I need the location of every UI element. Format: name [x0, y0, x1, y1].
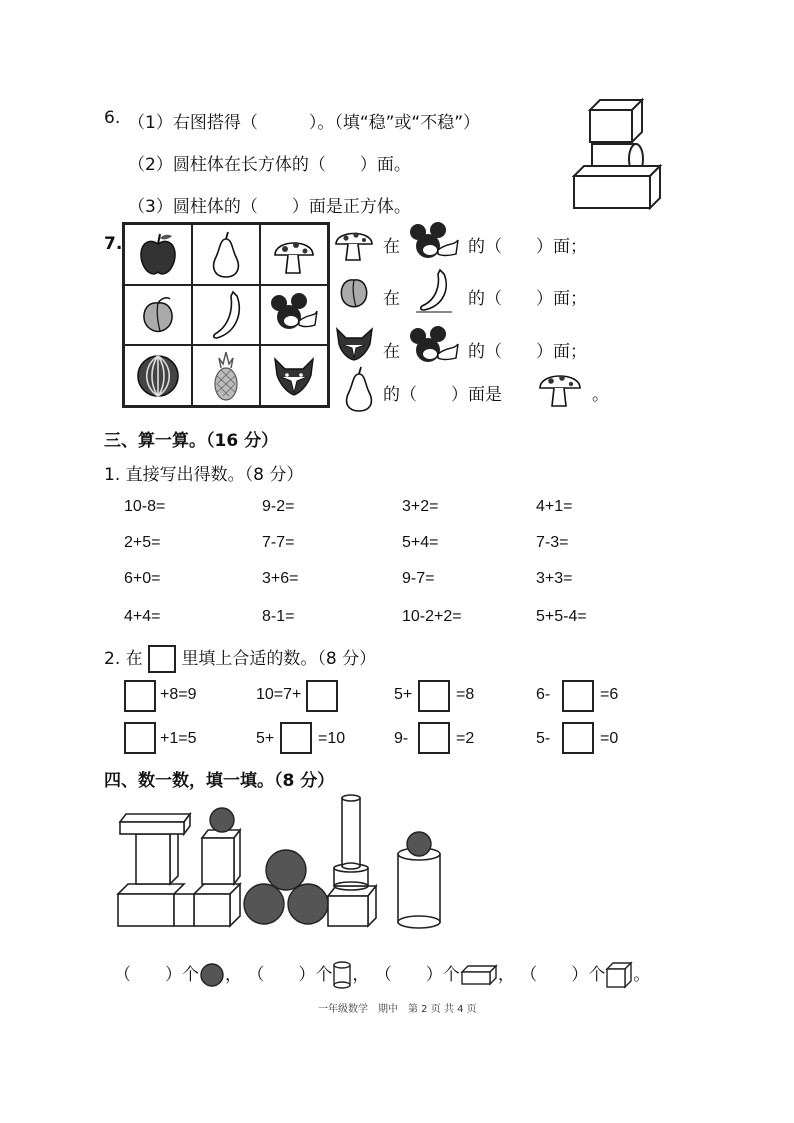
fill-expr: 5- — [536, 730, 551, 747]
fill-expr: =8 — [456, 686, 475, 703]
fill-expr: =10 — [318, 730, 346, 747]
mushroom-icon — [334, 224, 374, 264]
solids-figure — [114, 792, 454, 932]
calc-item: 3+3= — [536, 570, 573, 587]
banana-icon — [414, 268, 454, 314]
answer-box[interactable] — [418, 722, 450, 754]
sphere-icon — [199, 963, 225, 987]
count-blank-cube[interactable]: （ ）个 — [520, 965, 606, 985]
grid-cell-pineapple — [192, 345, 260, 406]
q7-row2-zai: 在 — [383, 289, 400, 309]
fill-expr: =0 — [600, 730, 619, 747]
fill-expr: 5+ — [394, 686, 413, 703]
cylinder-icon — [332, 961, 352, 989]
grid-cell-watermelon — [124, 345, 192, 406]
calc-item: 3+2= — [402, 498, 439, 515]
peach-icon — [336, 274, 372, 310]
mickey-icon — [269, 293, 319, 337]
fill-expr: 10=7+ — [256, 686, 302, 703]
fill-expr: +8=9 — [160, 686, 197, 703]
calc-item: 4+1= — [536, 498, 573, 515]
count-blank-cylinder[interactable]: （ ）个 — [247, 965, 333, 985]
calc-item: 5+5-4= — [536, 608, 587, 625]
answer-box[interactable] — [306, 680, 338, 712]
count-end: 。 — [633, 965, 651, 985]
apple-icon — [138, 232, 178, 276]
grid-cell-apple — [124, 224, 192, 285]
calc-item: 9-2= — [262, 498, 295, 515]
pineapple-icon — [211, 350, 241, 402]
section4-heading: 四、数一数，填一填。（8 分） — [104, 771, 335, 791]
answer-box[interactable] — [124, 680, 156, 712]
count-separator: ， — [352, 965, 370, 985]
pear-icon — [342, 366, 376, 412]
mickey-icon — [408, 222, 460, 264]
count-separator: ， — [225, 965, 242, 985]
banana-icon — [209, 290, 243, 340]
grid-cell-fox — [260, 345, 328, 406]
q6-line3: （3）圆柱体的（ ）面是正方体。 — [128, 197, 411, 217]
grid-cell-mickey — [260, 285, 328, 346]
calc-item: 7-3= — [536, 534, 569, 551]
q6-number: 6. — [104, 108, 121, 128]
q7-row2-de: 的（ ）面； — [468, 289, 587, 309]
page-footer: 一年级数学 期中 第 2 页 共 4 页 — [318, 1004, 477, 1015]
q7-row1-zai: 在 — [383, 237, 400, 257]
cube-icon — [605, 961, 633, 989]
count-blank-sphere[interactable]: （ ）个 — [114, 965, 199, 985]
fill-expr: +1=5 — [160, 730, 197, 747]
watermelon-icon — [135, 353, 181, 399]
answer-box[interactable] — [124, 722, 156, 754]
grid-cell-peach — [124, 285, 192, 346]
fill-expr: =2 — [456, 730, 475, 747]
answer-box-sample — [148, 645, 176, 673]
calc-item: 9-7= — [402, 570, 435, 587]
section3-part1-title: 1. 直接写出得数。（8 分） — [104, 465, 304, 485]
answer-box[interactable] — [562, 680, 594, 712]
q7-row1-de: 的（ ）面； — [468, 237, 587, 257]
answer-box[interactable] — [280, 722, 312, 754]
calc-item: 8-1= — [262, 608, 295, 625]
count-answer-row — [114, 960, 650, 989]
calc-item: 2+5= — [124, 534, 161, 551]
part2-title-post: 里填上合适的数。（8 分） — [181, 649, 377, 669]
fill-expr: =6 — [600, 686, 619, 703]
fill-expr: 6- — [536, 686, 551, 703]
fruit-grid — [122, 222, 330, 408]
calc-item: 3+6= — [262, 570, 299, 587]
section3-heading: 三、算一算。（16 分） — [104, 431, 279, 451]
stacked-shapes-figure — [570, 98, 665, 210]
fox-icon — [271, 355, 317, 397]
q6-line2: （2）圆柱体在长方体的（ ）面。 — [128, 155, 411, 175]
fill-expr: 9- — [394, 730, 409, 747]
q7-row3-de: 的（ ）面； — [468, 342, 587, 362]
calc-item: 10-2+2= — [402, 608, 462, 625]
peach-icon — [138, 295, 178, 335]
pear-icon — [208, 231, 244, 277]
grid-cell-mushroom — [260, 224, 328, 285]
q7-row3-zai: 在 — [383, 342, 400, 362]
mickey-icon — [408, 326, 460, 368]
count-blank-cuboid[interactable]: （ ）个 — [374, 965, 460, 985]
mushroom-icon — [271, 231, 317, 277]
q7-row4-end: 。 — [592, 385, 609, 405]
calc-item: 5+4= — [402, 534, 439, 551]
q7-number: 7. — [104, 234, 123, 254]
q7-row4-de: 的（ ）面是 — [383, 385, 502, 405]
calc-item: 7-7= — [262, 534, 295, 551]
mushroom-icon — [538, 366, 582, 410]
calc-item: 10-8= — [124, 498, 166, 515]
cuboid-icon — [460, 964, 498, 986]
fill-expr: 5+ — [256, 730, 275, 747]
calc-item: 6+0= — [124, 570, 161, 587]
answer-box[interactable] — [418, 680, 450, 712]
answer-box[interactable] — [562, 722, 594, 754]
grid-cell-banana — [192, 285, 260, 346]
grid-cell-pear — [192, 224, 260, 285]
fox-icon — [334, 326, 376, 362]
q6-line1: （1）右图搭得（ ）。（填“稳”或“不稳”） — [128, 113, 481, 133]
calc-item: 4+4= — [124, 608, 161, 625]
count-separator: ， — [497, 965, 515, 985]
part2-title-pre: 2. 在 — [104, 649, 143, 669]
section3-part2-title — [104, 644, 376, 673]
